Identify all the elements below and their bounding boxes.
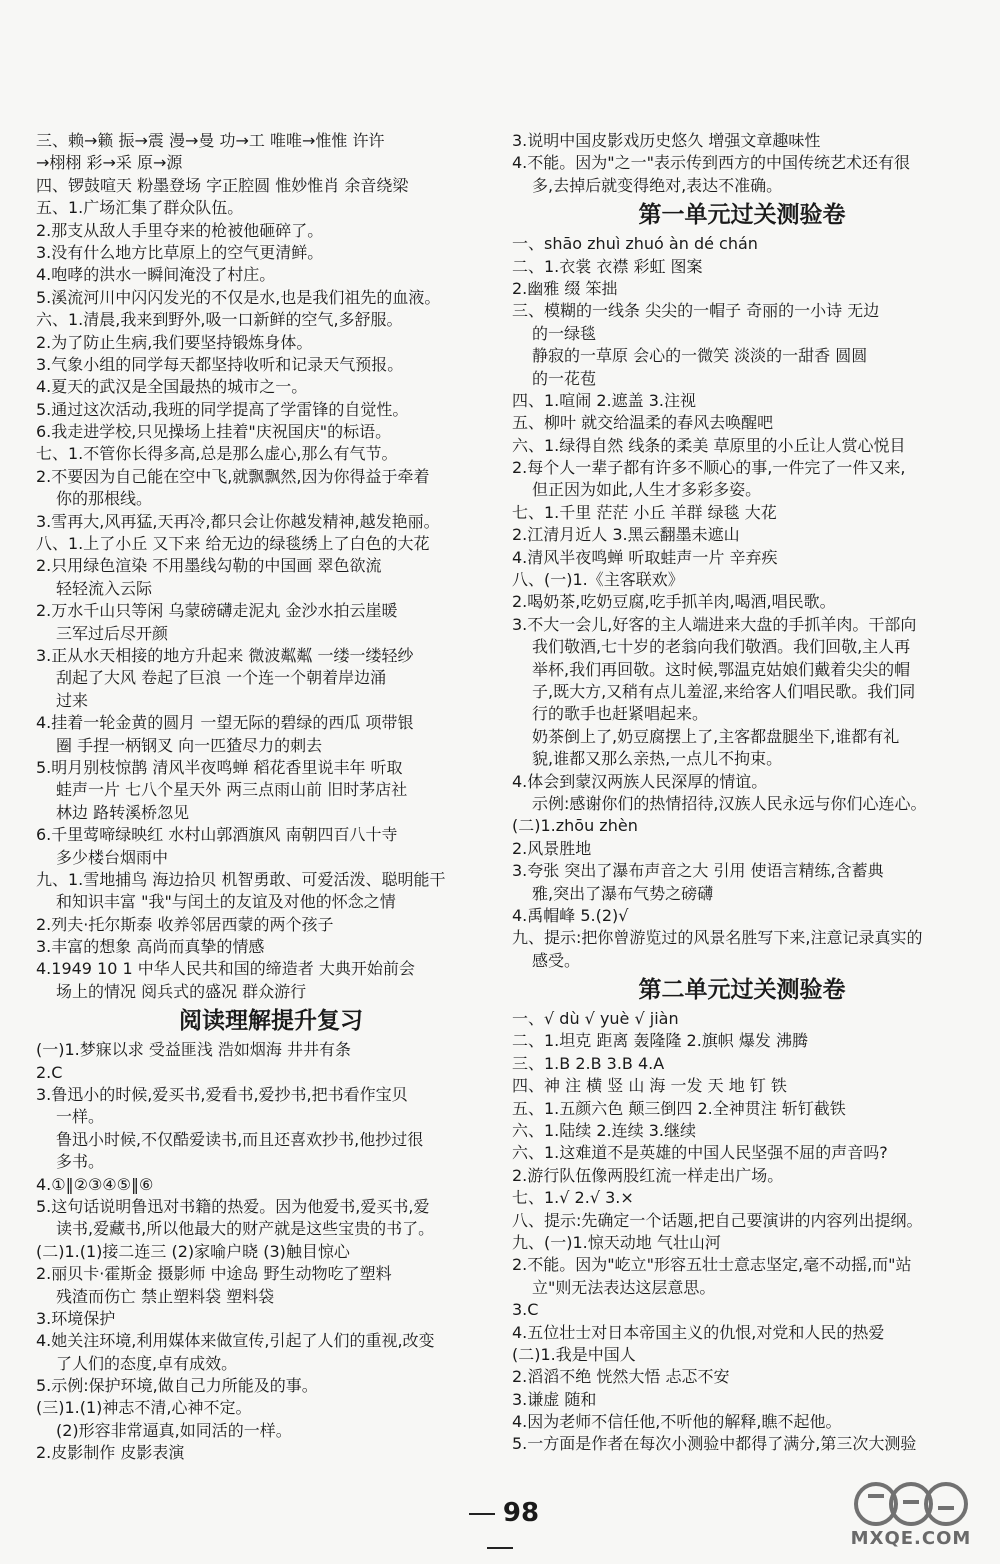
- answer-line: 二、1.衣裳 衣襟 彩虹 图案: [512, 256, 703, 276]
- answer-line: 3.不大一会儿,好客的主人端进来大盘的手抓羊肉。干部向: [512, 614, 917, 634]
- answer-line: 4.夏天的武汉是全国最热的城市之一。: [36, 377, 308, 397]
- answer-line: 多书。: [56, 1152, 105, 1172]
- answer-line: 了人们的态度,卓有成效。: [56, 1353, 238, 1373]
- answer-line: 4.因为老师不信任他,不听他的解释,瞧不起他。: [512, 1412, 842, 1432]
- answer-line: 九、提示:把你曾游览过的风景名胜写下来,注意记录真实的: [512, 928, 923, 948]
- answer-line: 四、1.喧闹 2.遮盖 3.注视: [512, 390, 696, 410]
- answer-line: 2.风景胜地: [512, 838, 592, 858]
- answer-line: 六、1.这难道不是英雄的中国人民坚强不屈的声音吗?: [512, 1143, 888, 1163]
- answer-line: 4.五位壮士对日本帝国主义的仇恨,对党和人民的热爱: [512, 1322, 885, 1342]
- answer-line: 4.咆哮的洪水一瞬间淹没了村庄。: [36, 265, 276, 285]
- answer-line: 3.环境保护: [36, 1308, 116, 1328]
- answer-line: 七、1.√ 2.√ 3.×: [512, 1188, 634, 1208]
- answer-line: 五、1.广场汇集了群众队伍。: [36, 198, 244, 218]
- answer-line: 3.鲁迅小的时候,爱买书,爱看书,爱抄书,把书看作宝贝: [36, 1085, 408, 1105]
- answer-line: 2.喝奶茶,吃奶豆腐,吃手抓羊肉,喝酒,唱民歌。: [512, 592, 836, 612]
- answer-line: 静寂的一草原 会心的一微笑 淡淡的一甜香 圆圆: [532, 346, 868, 366]
- answer-line: 三、模糊的一线条 尖尖的一帽子 奇丽的一小诗 无边: [512, 301, 880, 321]
- answer-line: 读书,爱藏书,所以他最大的财产就是这些宝贵的书了。: [56, 1219, 435, 1239]
- section-heading: 阅读理解提升复习: [179, 1007, 363, 1035]
- answer-line: 三、赖→籁 振→震 漫→曼 功→工 唯唯→惟惟 许许: [36, 131, 385, 150]
- answer-line: 2.列夫·托尔斯泰 收养邻居西蒙的两个孩子: [36, 914, 334, 934]
- answer-line: 立"则无法表达这层意思。: [532, 1277, 716, 1297]
- answer-line: 蛙声一片 七八个星天外 两三点雨山前 旧时茅店社: [56, 780, 408, 800]
- answer-line: 场上的情况 阅兵式的盛况 群众游行: [56, 981, 307, 1001]
- section-heading: 第一单元过关测验卷: [638, 201, 846, 229]
- answer-line: 2.为了防止生病,我们要坚持锻炼身体。: [36, 332, 313, 352]
- answer-line: 七、1.不管你长得多高,总是那么虚心,那么有气节。: [36, 444, 398, 464]
- answer-line: →栩栩 彩→采 原→源: [36, 153, 183, 173]
- answer-line: (2)形容非常逼真,如同活的一样。: [56, 1420, 292, 1440]
- answer-line: 5.一方面是作者在每次小测验中都得了满分,第三次大测验: [512, 1434, 917, 1454]
- answer-line: 奶茶倒上了,奶豆腐摆上了,主客都盘腿坐下,谁都有礼: [532, 726, 900, 746]
- answer-line: 轻轻流入云际: [56, 578, 153, 598]
- watermark-logo-icon: [836, 1476, 986, 1532]
- answer-line: 你的那根线。: [56, 489, 153, 509]
- answer-line: 3.谦虚 随和: [512, 1389, 597, 1409]
- answer-line: 6.千里莺啼绿映红 水村山郭酒旗风 南朝四百八十寺: [36, 825, 398, 845]
- answer-line: 八、(一)1.《主客联欢》: [512, 570, 684, 590]
- answer-line: 多少楼台烟雨中: [56, 847, 169, 867]
- answer-line: 5.这句话说明鲁迅对书籍的热爱。因为他爱书,爱买书,爱: [36, 1196, 430, 1216]
- answer-line: 和知识丰富 "我"与闰土的友谊及对他的怀念之情: [56, 892, 396, 912]
- answer-line: 3.夸张 突出了瀑布声音之大 引用 使语言精练,含蓄典: [512, 861, 884, 881]
- answer-line: 2.不要因为自己能在空中飞,就飘飘然,因为你得益于牵着: [36, 466, 430, 486]
- answer-line: 4.清风半夜鸣蝉 听取蛙声一片 辛弃疾: [512, 547, 778, 567]
- answer-line: 但正因为如此,人生才多彩多姿。: [532, 480, 762, 500]
- watermark-text: MXQE.COM: [850, 1528, 972, 1549]
- answer-line: 行的歌手也赶紧唱起来。: [532, 704, 709, 724]
- answer-line: 五、1.五颜六色 颠三倒四 2.全神贯注 斩钉截铁: [512, 1098, 846, 1118]
- answer-line: 雅,突出了瀑布气势之磅礴: [532, 883, 714, 903]
- answer-line: 2.江清月近人 3.黑云翻墨未遮山: [512, 525, 740, 545]
- answer-line: 四、神 注 横 竖 山 海 一发 天 地 钉 铁: [512, 1076, 787, 1096]
- answer-line: 的一花苞: [532, 368, 597, 388]
- answer-line: 一、shāo zhuì zhuó àn dé chán: [512, 234, 758, 254]
- answer-line: 三、1.B 2.B 3.B 4.A: [512, 1053, 665, 1073]
- answer-line: 2.不能。因为"屹立"形容五壮士意志坚定,毫不动摇,而"站: [512, 1255, 912, 1275]
- answer-line: 5.溪流河川中闪闪发光的不仅是水,也是我们祖先的血液。: [36, 287, 441, 307]
- answer-line: 5.示例:保护环境,做自己力所能及的事。: [36, 1376, 318, 1396]
- answer-line: 2.只用绿色渲染 不用墨线勾勒的中国画 翠色欲流: [36, 556, 382, 576]
- answer-line: 八、提示:先确定一个话题,把自己要演讲的内容列出提纲。: [512, 1210, 923, 1230]
- answer-line: 的一绿毯: [532, 323, 597, 343]
- page-number-value: 98: [502, 1498, 540, 1528]
- answer-line: 4.1949 10 1 中华人民共和国的缔造者 大典开始前会: [36, 959, 415, 979]
- answer-line: 4.禹帽峰 5.(2)√: [512, 905, 629, 925]
- answer-line: 残渣而伤亡 禁止塑料袋 塑料袋: [56, 1286, 275, 1306]
- answer-line: 3.说明中国皮影戏历史悠久 增强文章趣味性: [512, 131, 821, 150]
- answer-line: 三军过后尽开颜: [56, 623, 169, 643]
- answer-line: 多,去掉后就变得绝对,表达不准确。: [532, 175, 783, 195]
- answer-line: (二)1.zhōu zhèn: [512, 816, 638, 836]
- answer-line: 2.游行队伍像两股红流一样走出广场。: [512, 1165, 784, 1185]
- section-heading: 第二单元过关测验卷: [638, 976, 846, 1004]
- answer-line: 3.没有什么地方比草原上的空气更清鲜。: [36, 242, 324, 262]
- answer-line: 4.体会到蒙汉两族人民深厚的情谊。: [512, 771, 768, 791]
- answer-line: 四、锣鼓喧天 粉墨登场 字正腔圆 惟妙惟肖 余音绕梁: [36, 175, 409, 195]
- answer-line: 6.我走进学校,只见操场上挂着"庆祝国庆"的标语。: [36, 422, 392, 442]
- answer-line: 3.丰富的想象 高尚而真挚的情感: [36, 937, 265, 957]
- answer-line: 六、1.清晨,我来到野外,吸一口新鲜的空气,多舒服。: [36, 310, 403, 330]
- page-number-dash-left: [469, 1513, 495, 1515]
- answer-line: 六、1.绿得自然 线条的柔美 草原里的小丘让人赏心悦目: [512, 435, 906, 455]
- answer-line: 示例:感谢你们的热情招待,汉族人民永远与你们心连心。: [532, 793, 927, 813]
- answer-line: 4.①‖②③④⑤‖⑥: [36, 1174, 154, 1194]
- answer-line: 六、1.陆续 2.连续 3.继续: [512, 1121, 696, 1141]
- answer-line: 一、√ dù √ yuè √ jiàn: [512, 1009, 679, 1029]
- answer-line: 鲁迅小时候,不仅酷爱读书,而且还喜欢抄书,他抄过很: [56, 1129, 424, 1149]
- answer-line: 4.她关注环境,利用媒体来做宣传,引起了人们的重视,改变: [36, 1331, 435, 1351]
- answer-line: 八、1.上了小丘 又下来 给无边的绿毯绣上了白色的大花: [36, 534, 430, 554]
- answer-line: 2.幽雅 缀 笨拙: [512, 278, 618, 298]
- answer-line: 2.每个人一辈子都有许多不顺心的事,一件完了一件又来,: [512, 458, 906, 478]
- answer-line: 过来: [56, 690, 89, 710]
- answer-line: 二、1.坦克 距离 轰隆隆 2.旗帜 爆发 沸腾: [512, 1031, 808, 1051]
- answer-line: 我们敬酒,七十岁的老翁向我们敬酒。我们回敬,主人再: [532, 637, 911, 657]
- answer-line: 2.万水千山只等闲 乌蒙磅礴走泥丸 金沙水拍云崖暖: [36, 601, 398, 621]
- answer-line: 举杯,我们再回敬。这时候,鄂温克姑娘们戴着尖尖的帽: [532, 659, 911, 679]
- answer-line: 4.不能。因为"之一"表示传到西方的中国传统艺术还有很: [512, 153, 910, 173]
- answer-line: 4.挂着一轮金黄的圆月 一望无际的碧绿的西瓜 项带银: [36, 713, 414, 733]
- answer-line: 刮起了大风 卷起了巨浪 一个连一个朝着岸边涌: [56, 668, 387, 688]
- answer-line: (三)1.(1)神志不清,心神不定。: [36, 1398, 252, 1418]
- answer-line: 3.气象小组的同学每天都坚持收听和记录天气预报。: [36, 354, 404, 374]
- answer-line: 五、柳叶 就交给温柔的春风去唤醒吧: [512, 413, 774, 433]
- answer-line: 九、1.雪地捕鸟 海边拾贝 机智勇敢、可爱活泼、聪明能干: [36, 869, 446, 889]
- answer-line: (二)1.(1)接二连三 (2)家喻户晓 (3)触目惊心: [36, 1241, 350, 1261]
- right-column: [512, 130, 972, 1456]
- answer-line: 2.那支从敌人手里夺来的枪被他砸碎了。: [36, 220, 324, 240]
- answer-line: 感受。: [532, 950, 581, 970]
- answer-line: 一样。: [56, 1107, 105, 1127]
- answer-line: 2.C: [36, 1062, 63, 1082]
- answer-line: 子,既大方,又稍有点儿羞涩,来给客人们唱民歌。我们同: [532, 681, 916, 701]
- answer-line: (一)1.梦寐以求 受益匪浅 浩如烟海 井井有条: [36, 1040, 352, 1060]
- answer-line: 七、1.千里 茫茫 小丘 羊群 绿毯 大花: [512, 502, 777, 522]
- page-number-dash-right: [487, 1547, 513, 1549]
- answer-line: 5.通过这次活动,我班的同学提高了学雷锋的自觉性。: [36, 399, 409, 419]
- watermark: [836, 1476, 986, 1548]
- answer-line: 2.皮影制作 皮影表演: [36, 1443, 185, 1463]
- answer-line: 3.雪再大,风再猛,天再冷,都只会让你越发精神,越发艳丽。: [36, 511, 440, 531]
- answer-line: 圈 手捏一柄钢叉 向一匹猹尽力的刺去: [56, 735, 323, 755]
- page-number: [440, 1496, 560, 1564]
- answer-line: 3.正从水天相接的地方升起来 微波粼粼 一缕一缕轻纱: [36, 645, 414, 665]
- answer-line: 2.滔滔不绝 恍然大悟 忐忑不安: [512, 1367, 730, 1387]
- answer-line: 林边 路转溪桥忽见: [56, 802, 190, 822]
- answer-line: 九、(一)1.惊天动地 气壮山河: [512, 1232, 721, 1252]
- answer-line: 5.明月别枝惊鹊 清风半夜鸣蝉 稻花香里说丰年 听取: [36, 757, 403, 777]
- answer-line: 貌,谁都又那么亲热,一点儿不拘束。: [532, 749, 783, 769]
- answer-line: (二)1.我是中国人: [512, 1344, 636, 1364]
- left-column: [36, 130, 506, 1465]
- answer-line: 2.丽贝卡·霍斯金 摄影师 中途岛 野生动物吃了塑料: [36, 1264, 392, 1284]
- answer-line: 3.C: [512, 1300, 539, 1320]
